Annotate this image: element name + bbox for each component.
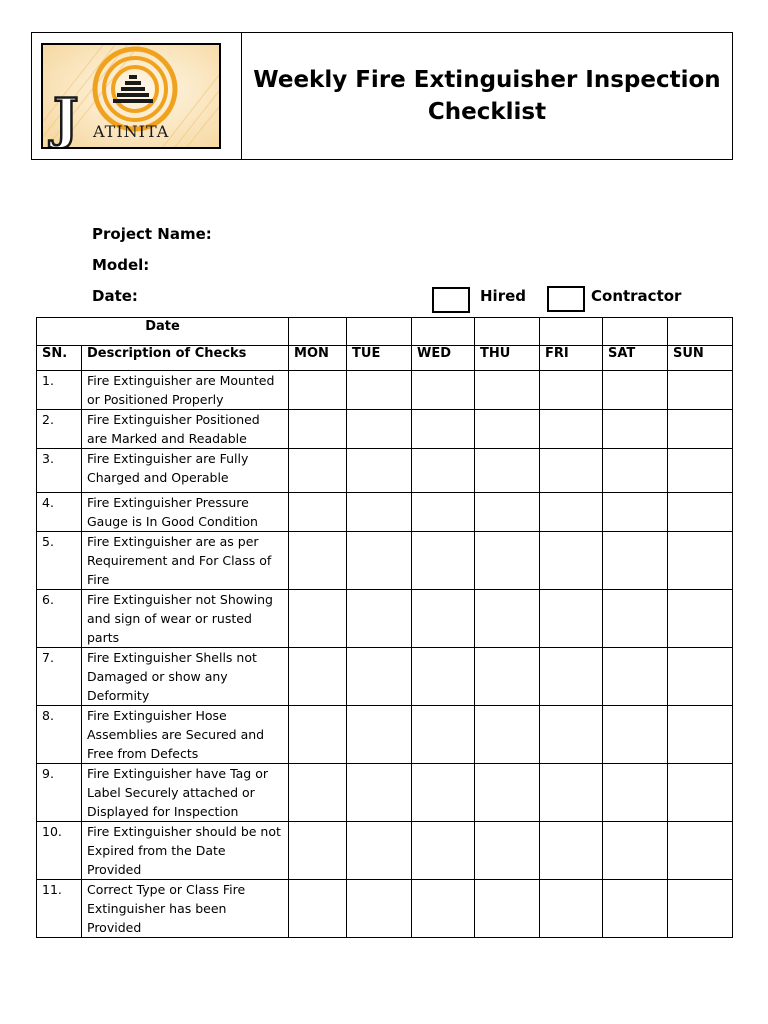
inspection-table (36, 317, 733, 938)
check-cell-fri[interactable] (540, 449, 603, 493)
row-sn: 11. (37, 880, 82, 938)
check-cell-sat[interactable] (603, 590, 668, 648)
check-cell-wed[interactable] (412, 371, 475, 410)
check-cell-wed[interactable] (412, 449, 475, 493)
check-cell-sun[interactable] (668, 822, 733, 880)
check-cell-sun[interactable] (668, 590, 733, 648)
check-cell-tue[interactable] (347, 880, 412, 938)
row-sn: 8. (37, 706, 82, 764)
check-cell-thu[interactable] (475, 880, 540, 938)
check-cell-sat[interactable] (603, 706, 668, 764)
row-sn: 7. (37, 648, 82, 706)
row-sn: 1. (37, 371, 82, 410)
check-cell-mon[interactable] (289, 648, 347, 706)
check-cell-tue[interactable] (347, 449, 412, 493)
date-cell-mon[interactable] (289, 318, 347, 346)
table-row (37, 822, 733, 880)
check-cell-tue[interactable] (347, 410, 412, 449)
date-cell-sat[interactable] (603, 318, 668, 346)
date-row (37, 318, 733, 346)
check-cell-wed[interactable] (412, 822, 475, 880)
check-cell-sun[interactable] (668, 493, 733, 532)
row-description: Fire Extinguisher are Mounted or Positioned Properly (82, 371, 289, 410)
table-row (37, 706, 733, 764)
check-cell-sat[interactable] (603, 764, 668, 822)
check-cell-wed[interactable] (412, 764, 475, 822)
check-cell-wed[interactable] (412, 648, 475, 706)
check-cell-mon[interactable] (289, 410, 347, 449)
check-cell-thu[interactable] (475, 371, 540, 410)
logo-initial: J (53, 86, 79, 147)
check-cell-tue[interactable] (347, 532, 412, 590)
row-sn: 6. (37, 590, 82, 648)
check-cell-wed[interactable] (412, 493, 475, 532)
row-description: Fire Extinguisher Hose Assemblies are Secured and Free from Defects (82, 706, 289, 764)
check-cell-sat[interactable] (603, 493, 668, 532)
check-cell-sat[interactable] (603, 648, 668, 706)
table-row (37, 764, 733, 822)
check-cell-wed[interactable] (412, 706, 475, 764)
table-row (37, 880, 733, 938)
table-row (37, 532, 733, 590)
check-cell-sun[interactable] (668, 706, 733, 764)
table-row (37, 493, 733, 532)
check-cell-mon[interactable] (289, 493, 347, 532)
model-label: Model: (92, 256, 150, 274)
col-wed: WED (412, 346, 475, 371)
row-sn: 10. (37, 822, 82, 880)
row-sn: 5. (37, 532, 82, 590)
col-fri: FRI (540, 346, 603, 371)
row-sn: 2. (37, 410, 82, 449)
check-cell-sat[interactable] (603, 880, 668, 938)
check-cell-fri[interactable] (540, 410, 603, 449)
contractor-label: Contractor (591, 287, 682, 305)
table-row (37, 590, 733, 648)
check-cell-tue[interactable] (347, 371, 412, 410)
check-cell-thu[interactable] (475, 532, 540, 590)
check-cell-wed[interactable] (412, 532, 475, 590)
check-cell-sat[interactable] (603, 371, 668, 410)
logo-wordmark: ATINITA (93, 122, 170, 141)
check-cell-tue[interactable] (347, 493, 412, 532)
check-cell-sat[interactable] (603, 449, 668, 493)
hired-label: Hired (480, 287, 527, 305)
check-cell-mon[interactable] (289, 764, 347, 822)
check-cell-thu[interactable] (475, 764, 540, 822)
header-box (31, 32, 733, 160)
date-cell-thu[interactable] (475, 318, 540, 346)
check-cell-wed[interactable] (412, 590, 475, 648)
check-cell-tue[interactable] (347, 648, 412, 706)
project-name-label: Project Name: (92, 225, 212, 243)
check-cell-sun[interactable] (668, 880, 733, 938)
row-sn: 9. (37, 764, 82, 822)
company-logo (41, 43, 221, 149)
table-row (37, 648, 733, 706)
date-header: Date (37, 318, 289, 346)
date-cell-tue[interactable] (347, 318, 412, 346)
check-cell-sat[interactable] (603, 410, 668, 449)
check-cell-tue[interactable] (347, 590, 412, 648)
col-sat: SAT (603, 346, 668, 371)
row-description: Correct Type or Class Fire Extinguisher has been Provided (82, 880, 289, 938)
row-description: Fire Extinguisher should be not Expired from the Date Provided (82, 822, 289, 880)
check-cell-fri[interactable] (540, 590, 603, 648)
check-cell-mon[interactable] (289, 371, 347, 410)
check-cell-mon[interactable] (289, 706, 347, 764)
check-cell-fri[interactable] (540, 764, 603, 822)
check-cell-fri[interactable] (540, 493, 603, 532)
col-sn: SN. (37, 346, 82, 371)
check-cell-fri[interactable] (540, 880, 603, 938)
date-cell-wed[interactable] (412, 318, 475, 346)
check-cell-mon[interactable] (289, 590, 347, 648)
row-description: Fire Extinguisher Pressure Gauge is In Good Condition (82, 493, 289, 532)
row-description: Fire Extinguisher Shells not Damaged or show any Deformity (82, 648, 289, 706)
row-description: Fire Extinguisher are as per Requirement and For Class of Fire (82, 532, 289, 590)
col-sun: SUN (668, 346, 733, 371)
check-cell-mon[interactable] (289, 822, 347, 880)
check-cell-sun[interactable] (668, 764, 733, 822)
check-cell-sat[interactable] (603, 532, 668, 590)
row-description: Fire Extinguisher not Showing and sign of wear or rusted parts (82, 590, 289, 648)
table-row (37, 371, 733, 410)
row-sn: 4. (37, 493, 82, 532)
check-cell-sun[interactable] (668, 648, 733, 706)
row-description: Fire Extinguisher are Fully Charged and Operable (82, 449, 289, 493)
contractor-checkbox[interactable] (547, 286, 585, 312)
check-cell-fri[interactable] (540, 706, 603, 764)
check-cell-sat[interactable] (603, 822, 668, 880)
check-cell-mon[interactable] (289, 532, 347, 590)
check-cell-sun[interactable] (668, 532, 733, 590)
table-row (37, 449, 733, 493)
check-cell-wed[interactable] (412, 410, 475, 449)
row-description: Fire Extinguisher Positioned are Marked and Readable (82, 410, 289, 449)
check-cell-sun[interactable] (668, 449, 733, 493)
check-cell-thu[interactable] (475, 706, 540, 764)
check-cell-tue[interactable] (347, 706, 412, 764)
title-line-2: Checklist (427, 99, 547, 125)
check-cell-thu[interactable] (475, 410, 540, 449)
check-cell-thu[interactable] (475, 648, 540, 706)
date-label: Date: (92, 287, 138, 305)
date-cell-sun[interactable] (668, 318, 733, 346)
check-cell-mon[interactable] (289, 449, 347, 493)
row-sn: 3. (37, 449, 82, 493)
check-cell-fri[interactable] (540, 371, 603, 410)
check-cell-mon[interactable] (289, 880, 347, 938)
check-cell-fri[interactable] (540, 532, 603, 590)
check-cell-sun[interactable] (668, 410, 733, 449)
column-header-row (37, 346, 733, 371)
check-cell-tue[interactable] (347, 822, 412, 880)
check-cell-thu[interactable] (475, 449, 540, 493)
table-row (37, 410, 733, 449)
check-cell-fri[interactable] (540, 822, 603, 880)
check-cell-sun[interactable] (668, 371, 733, 410)
date-cell-fri[interactable] (540, 318, 603, 346)
title-line-1: Weekly Fire Extinguisher Inspection (253, 67, 721, 93)
col-tue: TUE (347, 346, 412, 371)
hired-checkbox[interactable] (432, 287, 470, 313)
check-cell-tue[interactable] (347, 764, 412, 822)
col-mon: MON (289, 346, 347, 371)
check-cell-thu[interactable] (475, 590, 540, 648)
check-cell-thu[interactable] (475, 493, 540, 532)
check-cell-fri[interactable] (540, 648, 603, 706)
col-description: Description of Checks (82, 346, 289, 371)
check-cell-wed[interactable] (412, 880, 475, 938)
check-cell-thu[interactable] (475, 822, 540, 880)
document-title (242, 33, 732, 159)
row-description: Fire Extinguisher have Tag or Label Securely attached or Displayed for Inspection (82, 764, 289, 822)
col-thu: THU (475, 346, 540, 371)
